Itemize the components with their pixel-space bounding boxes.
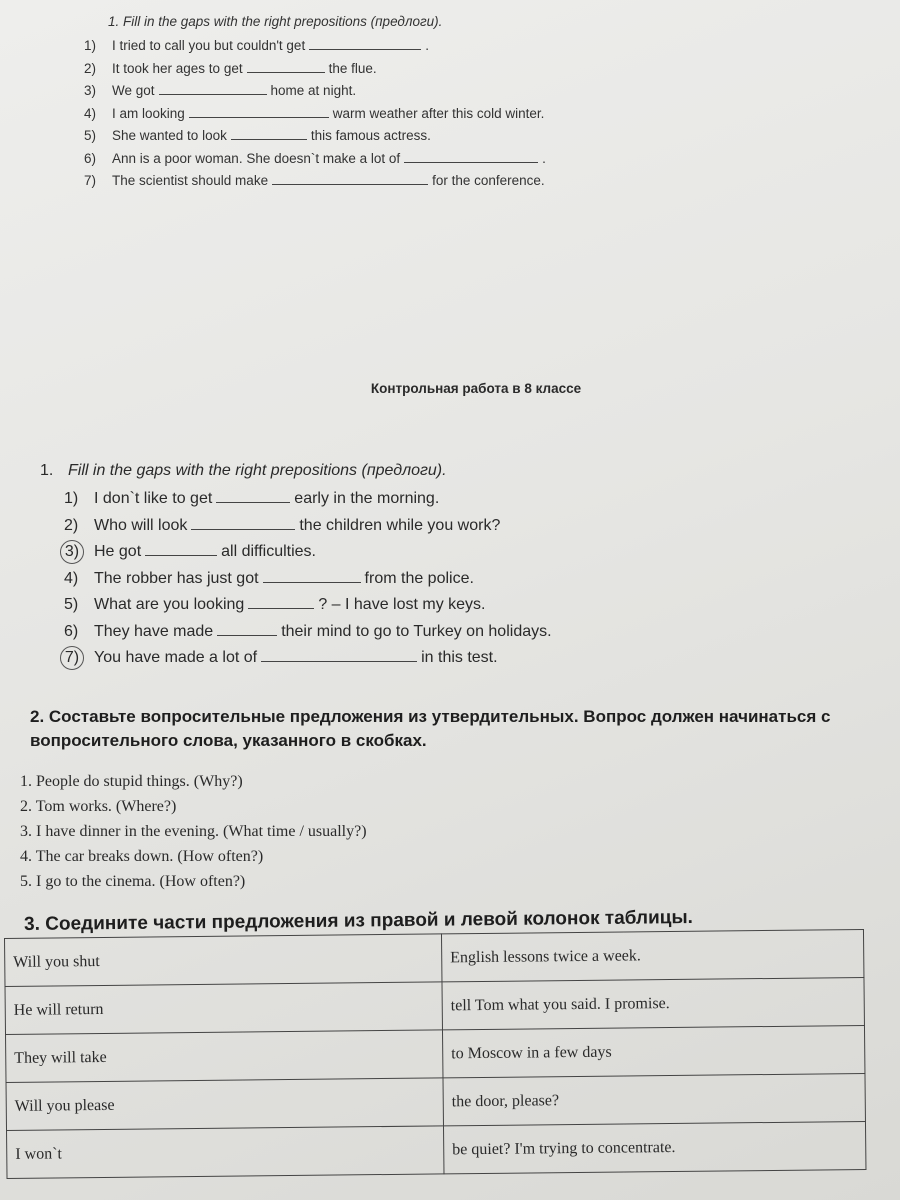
left-column-cell: Will you shut [5,934,442,987]
item-number: 6) [84,150,97,166]
item-text-after: warm weather after this cold winter. [332,105,545,121]
gap-blank[interactable] [217,621,277,636]
section-2-list [20,769,880,894]
gap-blank[interactable] [231,127,307,140]
top-exercise-item [84,125,704,148]
top-exercise [84,14,704,193]
item-text-before: They have made [94,622,214,640]
section-1-item [64,513,660,540]
item-text-after: . [542,150,546,166]
section-2-heading: 2. Составьте вопросительные предложения из утвердительных. Вопрос должен начинаться с вопросительного слова, указанного в скобках. [30,707,831,750]
top-exercise-item [84,170,704,193]
top-exercise-list [84,35,704,193]
section-1 [40,462,660,672]
item-number: 1) [64,490,79,507]
section-2-item: 5. I go to the cinema. (How often?) [20,873,246,890]
top-exercise-item [84,80,704,103]
item-text-before: He got [94,543,142,560]
item-number: 2) [84,60,97,76]
item-number: 7) [84,173,97,188]
item-number: 1) [84,38,97,53]
item-text-after: . [425,38,429,53]
gap-blank[interactable] [189,105,329,118]
section-2-item: 1. People do stupid things. (Why?) [20,773,243,790]
item-text-after: ? – I have lost my keys. [318,596,486,613]
left-column-cell: They will take [6,1030,443,1083]
item-number: 6) [64,622,79,640]
top-exercise-item [84,148,704,171]
section-2-item: 2. Tom works. (Where?) [20,798,177,815]
page-title: Контрольная работа в 8 классе [370,381,582,396]
gap-blank[interactable] [159,82,267,95]
table-row [7,1121,866,1178]
gap-blank[interactable] [272,172,428,185]
section-1-item [64,539,660,566]
section-1-heading-text: Fill in the gaps with the right prepositions (предлоги). [68,462,447,479]
item-number: 5) [64,596,79,613]
gap-blank[interactable] [216,488,290,503]
section-1-item [64,566,660,593]
top-exercise-heading: 1. Fill in the gaps with the right prepositions (предлоги). [108,14,443,29]
item-text-before: I tried to call you but couldn't get [112,38,306,53]
gap-blank[interactable] [191,515,295,530]
item-text-before: What are you looking [94,596,245,613]
gap-blank[interactable] [309,37,421,50]
item-text-before: I am looking [112,105,185,121]
section-1-item [64,645,660,672]
item-text-after: early in the morning. [294,490,440,507]
right-column-cell: tell Tom what you said. I promise. [442,977,864,1029]
item-text-after: home at night. [270,83,357,98]
left-column-cell: He will return [5,982,442,1035]
section-1-heading [40,462,660,480]
item-number: 7) [64,645,94,672]
gap-blank[interactable] [145,541,217,556]
gap-blank[interactable] [263,568,361,583]
left-column-cell: Will you please [6,1078,443,1131]
item-text-after: the children while you work? [299,516,501,534]
item-text-before: Who will look [94,516,188,534]
section-1-item [64,619,660,646]
right-column-cell: to Moscow in a few days [442,1025,864,1077]
item-text-after: for the conference. [432,173,545,188]
top-exercise-item [84,58,704,81]
item-text-before: She wanted to look [112,128,227,143]
section-3-heading: 3. Соедините части предложения из правой и левой колонок таблицы. [24,906,694,935]
item-text-after: this famous actress. [310,128,431,143]
gap-blank[interactable] [261,647,417,662]
section-1-item [64,486,660,513]
item-text-before: I don`t like to get [94,490,213,507]
gap-blank[interactable] [247,60,325,73]
item-number: 4) [84,105,97,121]
top-exercise-item [84,103,704,126]
left-column-cell: I won`t [7,1126,444,1179]
item-text-before: The robber has just got [94,569,259,587]
section-2-item: 4. The car breaks down. (How often?) [20,848,264,865]
section-1-number: 1. [40,462,54,479]
item-text-after: their mind to go to Turkey on holidays. [281,622,552,640]
top-exercise-item [84,35,704,58]
gap-blank[interactable] [248,594,314,609]
section-1-list [64,486,660,672]
item-text-before: We got [112,83,155,98]
item-number: 3) [64,539,94,566]
item-number: 2) [64,516,79,534]
item-number: 3) [84,83,97,98]
item-text-before: Ann is a poor woman. She doesn`t make a lot of [112,150,401,166]
item-text-after: from the police. [364,569,474,587]
gap-blank[interactable] [404,150,538,163]
item-text-before: You have made a lot of [94,649,258,666]
section-2 [20,705,880,894]
section-1-item [64,592,660,619]
item-text-after: in this test. [421,649,498,666]
item-text-before: The scientist should make [112,173,269,188]
item-number: 4) [64,569,79,587]
item-text-before: It took her ages to get [112,60,243,76]
right-column-cell: English lessons twice a week. [441,929,863,981]
matching-table [4,929,866,1179]
section-2-item: 3. I have dinner in the evening. (What time / usually?) [20,823,367,840]
item-number: 5) [84,128,97,143]
right-column-cell: be quiet? I'm trying to concentrate. [443,1121,865,1173]
item-text-after: the flue. [328,60,377,76]
item-text-after: all difficulties. [221,543,316,560]
right-column-cell: the door, please? [443,1073,865,1125]
